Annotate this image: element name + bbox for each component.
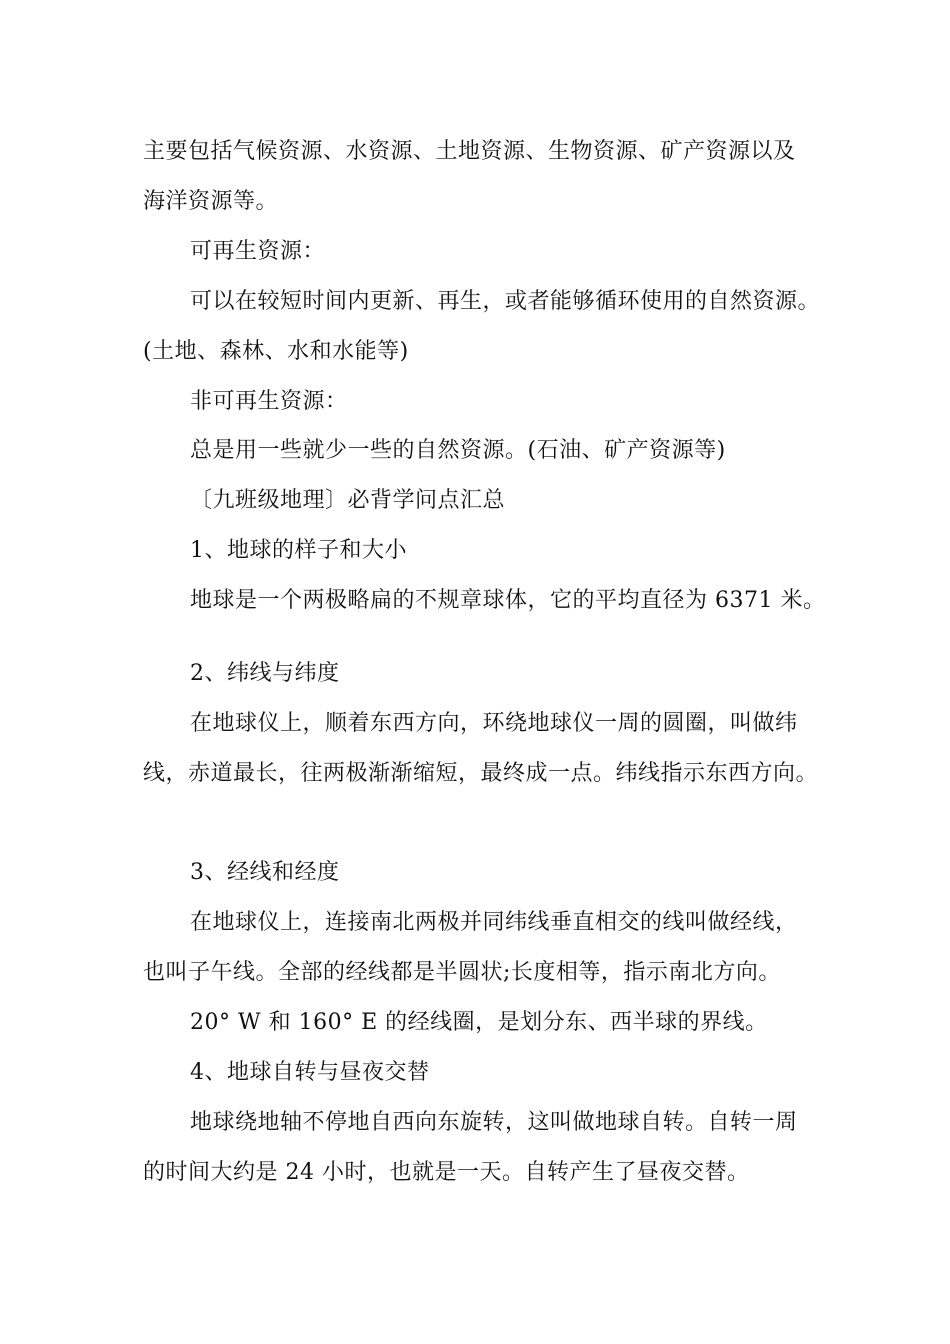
section-label: 可再生资源： bbox=[190, 239, 326, 264]
section-label: 非可再生资源： bbox=[190, 389, 348, 414]
text-line: (土地、森林、水和水能等) bbox=[143, 339, 409, 364]
document-heading: 〔九班级地理〕必背学问点汇总 bbox=[190, 488, 506, 513]
text-line: 也叫子午线。全部的经线都是半圆状;长度相等，指示南北方向。 bbox=[143, 960, 781, 985]
section-heading: 2、纬线与纬度 bbox=[190, 661, 340, 686]
text-line: 海洋资源等。 bbox=[143, 189, 279, 214]
section-heading: 1、地球的样子和大小 bbox=[190, 538, 407, 563]
text-line: 总是用一些就少一些的自然资源。(石油、矿产资源等) bbox=[190, 438, 726, 463]
text-line: 在地球仪上，顺着东西方向，环绕地球仪一周的圆圈，叫做纬 bbox=[190, 711, 798, 736]
text-line: 线，赤道最长，往两极渐渐缩短，最终成一点。纬线指示东西方向。 bbox=[143, 761, 819, 786]
text-line: 在地球仪上，连接南北两极并同纬线垂直相交的线叫做经线， bbox=[190, 910, 798, 935]
text-line: 地球是一个两极略扁的不规章球体，它的平均直径为 6371 米。 bbox=[190, 588, 826, 613]
text-line: 可以在较短时间内更新、再生，或者能够循环使用的自然资源。 bbox=[190, 289, 821, 314]
section-heading: 4、地球自转与昼夜交替 bbox=[190, 1060, 430, 1085]
text-line: 的时间大约是 24 小时，也就是一天。自转产生了昼夜交替。 bbox=[143, 1160, 750, 1185]
text-line: 主要包括气候资源、水资源、土地资源、生物资源、矿产资源以及 bbox=[143, 139, 796, 164]
section-heading: 3、经线和经度 bbox=[190, 860, 340, 885]
text-line: 地球绕地轴不停地自西向东旋转，这叫做地球自转。自转一周 bbox=[190, 1110, 798, 1135]
text-line: 20° W 和 160° E 的经线圈，是划分东、西半球的界线。 bbox=[190, 1010, 768, 1035]
